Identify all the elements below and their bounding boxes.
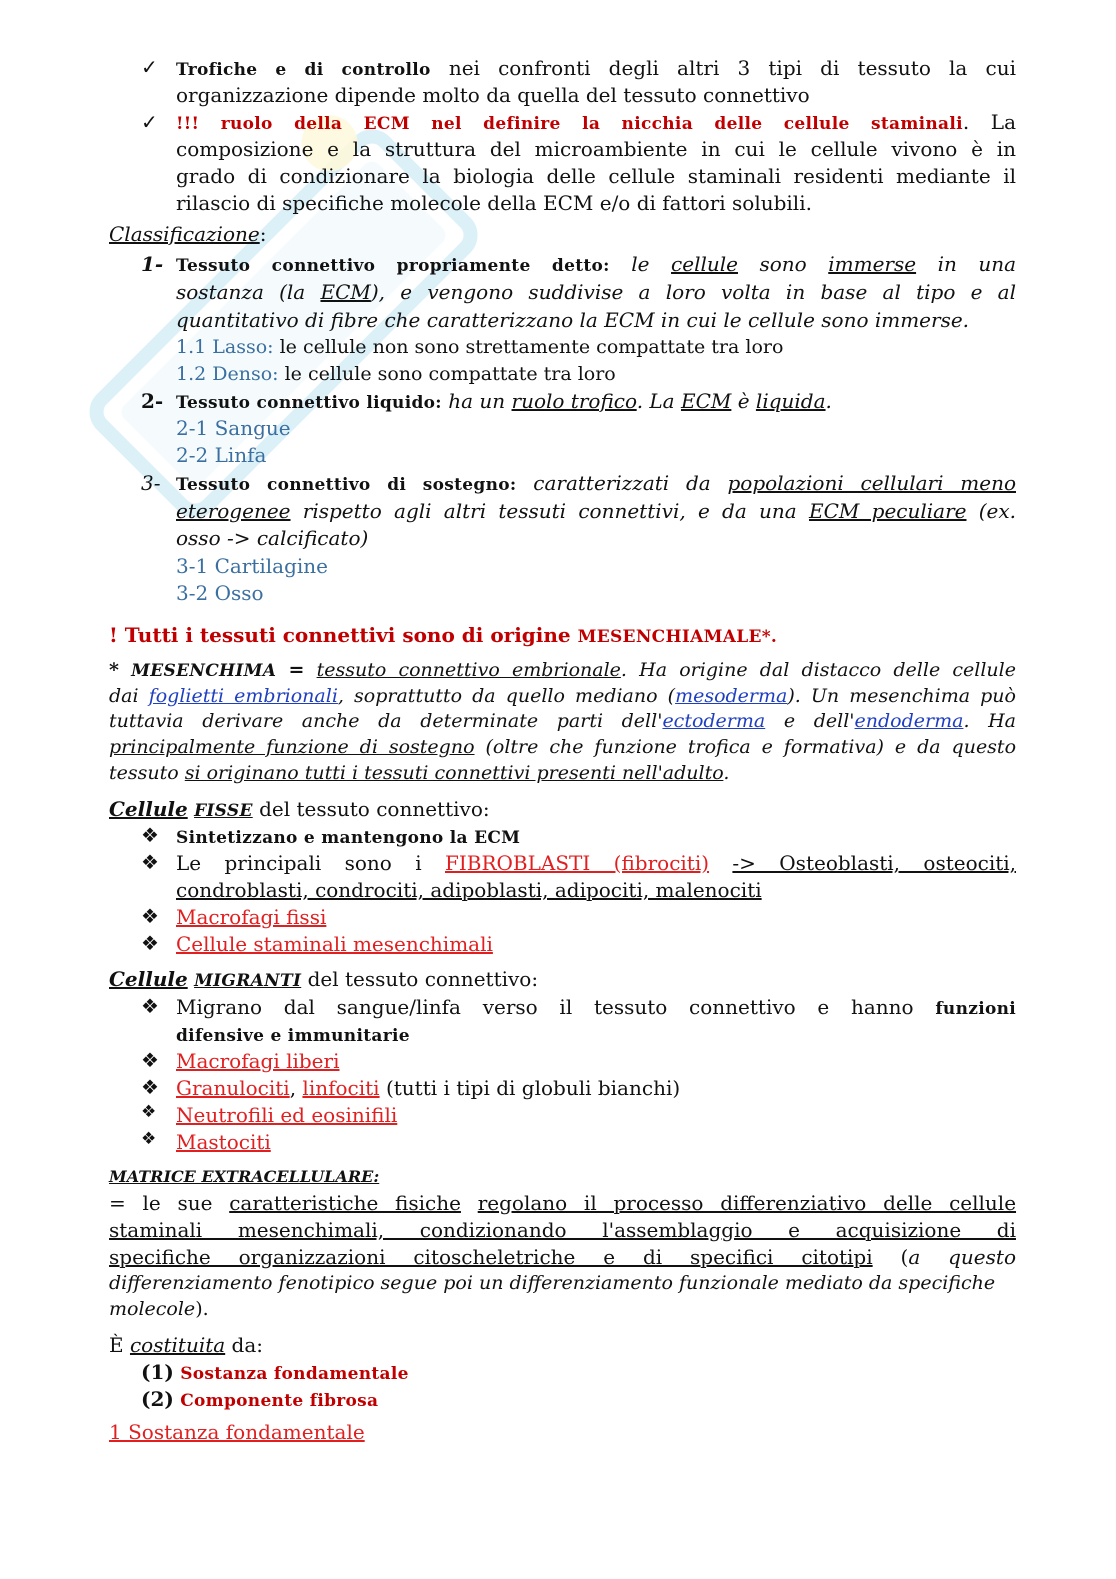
ecm-line-2: staminali mesenchimali, condizionando l'assemblaggio e acquisizione di bbox=[109, 1218, 1016, 1242]
class-2-line-1: Tessuto connettivo liquido: ha un ruolo trofico. La ECM è liquida. bbox=[176, 389, 832, 413]
intro-item-1-line-1: Trofiche e di controllo nei confronti degli altri 3 tipi di tessuto la cui bbox=[176, 56, 1016, 80]
migrating-cells-heading: Cellule MIGRANTI del tessuto connettivo: bbox=[109, 967, 539, 991]
migrating-item-1-line-1: Migrano dal sangue/linfa verso il tessuto connettivo e hanno funzioni bbox=[176, 995, 1017, 1019]
class-1-number: 1- bbox=[141, 252, 164, 276]
fixed-cells-heading: Cellule FISSE del tessuto connettivo: bbox=[109, 797, 490, 821]
ecm-line-1: = le sue caratteristiche fisiche regolano il processo differenziativo delle cellule bbox=[109, 1191, 1017, 1215]
class-1-line-2: sostanza (la ECM), e vengono suddivise a loro volta in base al tipo e al bbox=[176, 280, 1016, 304]
diamond-bullet-icon: ❖ bbox=[141, 1075, 159, 1099]
intro-item-1-line-2: organizzazione dipende molto da quella del tessuto connettivo bbox=[176, 83, 810, 107]
intro-item-2-line-3: grado di condizionare la biologia delle cellule staminali residenti mediante il bbox=[176, 164, 1016, 188]
intro-item-2-line-2: composizione e la struttura del microambiente in cui le cellule vivono è in bbox=[176, 137, 1016, 161]
class-2-number: 2- bbox=[141, 389, 164, 413]
class-3-line-2: eterogenee rispetto agli altri tessuti connettivi, e da una ECM peculiare (ex. bbox=[176, 499, 1017, 523]
class-1-line-3: quantitativo di fibre che caratterizzano la ECM in cui le cellule sono immerse. bbox=[176, 308, 970, 332]
fixed-item-1: Sintetizzano e mantengono la ECM bbox=[176, 828, 521, 848]
class-3-sub-1: 3-1 Cartilagine bbox=[176, 554, 329, 578]
class-2-sub-2: 2-2 Linfa bbox=[176, 443, 267, 467]
migrating-item-4: Neutrofili ed eosinifili bbox=[176, 1103, 398, 1127]
diamond-bullet-icon: ❖ bbox=[141, 904, 159, 928]
migrating-item-3: Granulociti, linfociti (tutti i tipi di globuli bianchi) bbox=[176, 1076, 681, 1100]
migrating-item-2: Macrofagi liberi bbox=[176, 1049, 340, 1073]
ecm-part-1: (1) Sostanza fondamentale bbox=[141, 1360, 409, 1384]
checkmark-icon: ✓ bbox=[141, 55, 158, 79]
class-3-number: 3- bbox=[141, 471, 161, 495]
mesenchyme-line-1: * MESENCHIMA = tessuto connettivo embrionale. Ha origine dal distacco delle cellule bbox=[109, 659, 1016, 681]
link-mesoderma[interactable]: mesoderma bbox=[675, 685, 788, 707]
small-diamond-bullet-icon: ❖ bbox=[141, 1129, 157, 1149]
section-heading-sostanza-fondamentale: 1 Sostanza fondamentale bbox=[109, 1420, 365, 1444]
class-1-sub-2: 1.2 Denso: le cellule sono compattate tra loro bbox=[176, 363, 616, 385]
fixed-item-2-line-1: Le principali sono i FIBROBLASTI (fibrociti) -> Osteoblasti, osteociti, bbox=[176, 851, 1017, 875]
ecm-composition: È costituita da: bbox=[109, 1333, 264, 1357]
link-endoderma[interactable]: endoderma bbox=[854, 710, 964, 732]
diamond-bullet-icon: ❖ bbox=[141, 994, 159, 1018]
mesenchyme-line-2: dai foglietti embrionali, soprattutto da quello mediano (mesoderma). Un mesenchima può bbox=[109, 685, 1016, 707]
fixed-item-4: Cellule staminali mesenchimali bbox=[176, 932, 493, 956]
ecm-heading: MATRICE EXTRACELLULARE: bbox=[109, 1167, 380, 1186]
intro-item-2-line-1: !!! ruolo della ECM nel definire la nicchia delle cellule staminali. La bbox=[176, 110, 1016, 134]
link-foglietti-embrionali[interactable]: foglietti embrionali bbox=[148, 685, 338, 707]
ecm-line-4: differenziamento fenotipico segue poi un differenziamento funzionale mediato da specifiche bbox=[109, 1272, 996, 1294]
class-3-line-3: osso -> calcificato) bbox=[176, 526, 369, 550]
classification-heading: Classificazione: bbox=[109, 222, 267, 246]
small-diamond-bullet-icon: ❖ bbox=[141, 1102, 157, 1122]
fixed-item-2-line-2: condroblasti, condrociti, adipoblasti, adipociti, malenociti bbox=[176, 878, 762, 902]
ecm-line-5: molecole). bbox=[109, 1298, 209, 1320]
diamond-bullet-icon: ❖ bbox=[141, 931, 159, 955]
link-ectoderma[interactable]: ectoderma bbox=[662, 710, 766, 732]
origin-note: ! Tutti i tessuti connettivi sono di origine MESENCHIAMALE*. bbox=[109, 623, 778, 647]
mesenchyme-line-4: principalmente funzione di sostegno (oltre che funzione trofica e formativa) e da questo bbox=[109, 736, 1017, 758]
class-2-sub-1: 2-1 Sangue bbox=[176, 416, 291, 440]
migrating-item-5: Mastociti bbox=[176, 1130, 271, 1154]
checkmark-icon: ✓ bbox=[141, 110, 158, 134]
class-1-line-1: Tessuto connettivo propriamente detto: le cellule sono immerse in una bbox=[176, 252, 1017, 276]
ecm-line-3: specifiche organizzazioni citoscheletriche e di specifici citotipi (a questo bbox=[109, 1245, 1016, 1269]
ecm-part-2: (2) Componente fibrosa bbox=[141, 1387, 379, 1411]
class-3-sub-2: 3-2 Osso bbox=[176, 581, 264, 605]
intro-item-2-line-4: rilascio di specifiche molecole della ECM e/o di fattori solubili. bbox=[176, 191, 812, 215]
class-1-sub-1: 1.1 Lasso: le cellule non sono strettamente compattate tra loro bbox=[176, 336, 784, 358]
diamond-bullet-icon: ❖ bbox=[141, 823, 159, 847]
diamond-bullet-icon: ❖ bbox=[141, 850, 159, 874]
class-3-line-1: Tessuto connettivo di sostegno: caratterizzati da popolazioni cellulari meno bbox=[176, 471, 1016, 495]
migrating-item-1-line-2: difensive e immunitarie bbox=[176, 1026, 410, 1046]
mesenchyme-line-3: tuttavia derivare anche da determinate parti dell'ectoderma e dell'endoderma. Ha bbox=[109, 710, 1016, 732]
mesenchyme-line-5: tessuto si originano tutti i tessuti connettivi presenti nell'adulto. bbox=[109, 762, 730, 784]
fixed-item-3: Macrofagi fissi bbox=[176, 905, 327, 929]
diamond-bullet-icon: ❖ bbox=[141, 1048, 159, 1072]
